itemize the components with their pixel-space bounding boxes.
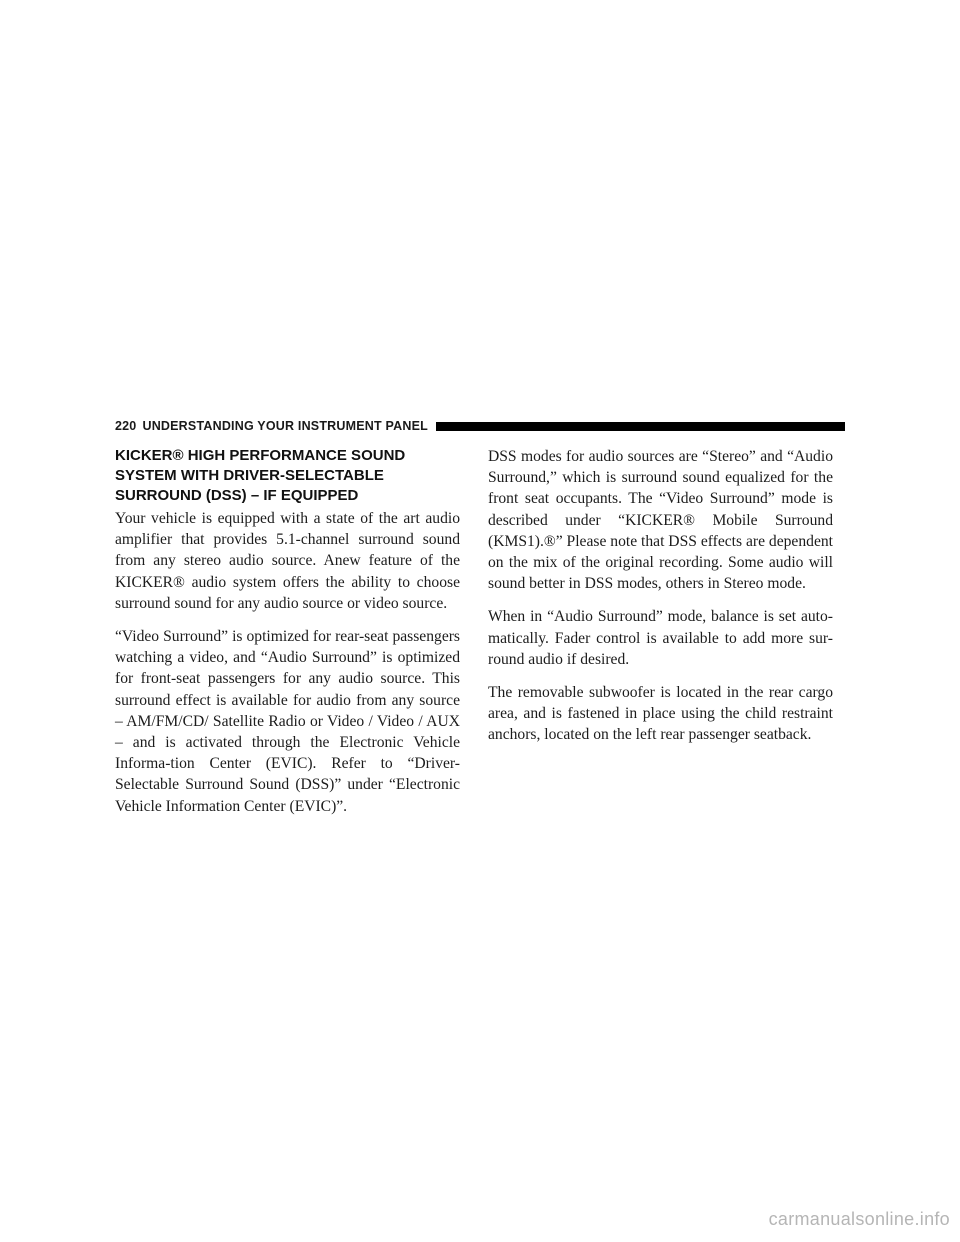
paragraph-intro: Your vehicle is equipped with a state of the art audio amplifier that provides 5.1-channel surround sound from any stereo audio source. Anew feature of the KICKER® audio system offers the ability to choose surround sound for any audio source or video source. [115,510,460,612]
left-column [115,446,460,829]
watermark-text: carmanualsonline.info [768,1209,950,1229]
page-header [115,418,845,434]
paragraph-subwoofer: The removable subwoofer is located in the rear cargo area, and is fastened in place using the child restraint anchors, located on the left rear passenger seatback. [488,684,833,744]
section-heading: KICKER® HIGH PERFORMANCE SOUND SYSTEM WITH DRIVER-SELECTABLE SURROUND (DSS) – IF EQUIPPED [115,447,406,504]
paragraph-surround-modes: “Video Surround” is optimized for rear-seat passengers watching a video, and “Audio Surround” is optimized for front-seat passengers for any audio source. This surround effect is available for audio from any source – AM/FM/CD/ Satellite Radio or Video / Video / AUX – and is activated through the Electronic Vehicle Informa-tion Center (EVIC). Refer to “Driver-Selectable Surround Sound (DSS)” under “Electronic Vehicle Information Center (EVIC)”. [115,628,460,815]
page-number: 220 [115,419,137,433]
right-column [488,446,833,758]
paragraph-dss-modes: DSS modes for audio sources are “Stereo” and “Audio Surround,” which is surround sound equalized for the front seat occupants. The “Video Surround” mode is described under “KICKER® Mobile Surround (KMS1).®” Please note that DSS effects are dependent on the mix of the original recording. Some audio will sound better in DSS modes, others in Stereo mode. [488,448,833,593]
paragraph-audio-surround: When in “Audio Surround” mode, balance is set auto-matically. Fader control is available to add more sur-round audio if desired. [488,608,833,668]
header-rule [436,422,845,431]
section-title: UNDERSTANDING YOUR INSTRUMENT PANEL [142,419,428,433]
